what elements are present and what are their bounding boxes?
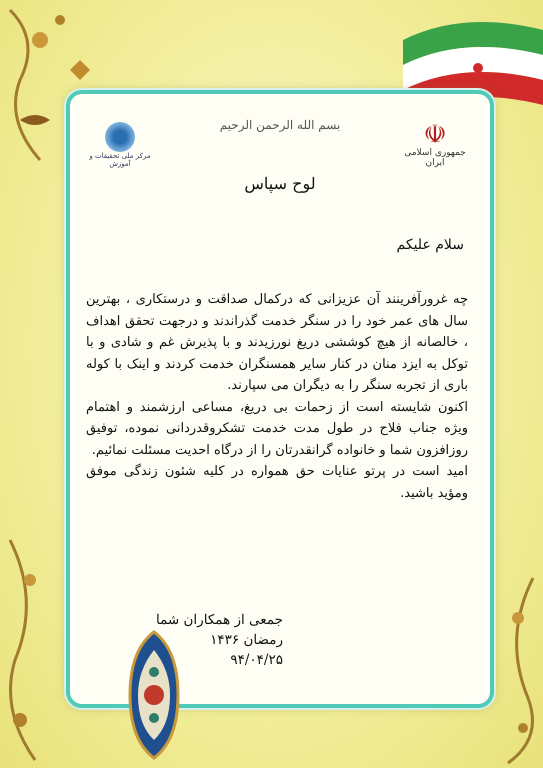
bismillah-calligraphy: بسم الله الرحمن الرحیم xyxy=(219,118,341,132)
signature-line-colleagues: جمعی از همکاران شما xyxy=(156,612,283,628)
certificate-body xyxy=(86,289,468,504)
greeting: سلام علیکم xyxy=(396,237,464,253)
iran-emblem xyxy=(400,122,470,168)
signature-line-month: رمضان ۱۴۳۶ xyxy=(210,632,283,648)
emblem-text: جمهوری اسلامی ایران xyxy=(404,148,466,168)
certificate-title: لوح سپاس xyxy=(244,174,316,193)
certificate-paper xyxy=(66,90,494,708)
signature-block xyxy=(156,610,283,670)
paragraph-thanks: اکنون شایسته است از زحمات بی دریغ، مساعی ارزشمند و اهتمام ویژه جناب فلاح در طول مدت خدمت تشکروقدردانی نموده، توفیق روزافزون شما و خانواده گرانقدرتان را از درگاه احدیت مسئلت نمائیم. xyxy=(86,399,468,458)
logo-text: مرکز ملی تحقیقات و آموزش xyxy=(89,152,151,168)
organization-logo xyxy=(80,122,160,168)
paragraph-wishes: امید است در پرتو عنایات حق همواره در کلیه شئون زندگی موفق ومؤید باشید. xyxy=(86,464,468,501)
paragraph-appreciation: چه غرورآفرینند آن عزیزانی که درکمال صداقت و درستکاری ، بهترین سال های عمر خود را در سنگر خدمت گذراندند و درجهت تحقق اهداف ، خالصانه از هیچ کوششی دریغ نورزیدند و با پذیرش غم و شادی و با توکل به ایزد منان در کنار سایر همسنگران خدمت کردند و اینک با کوله باری از تجربه سنگر را به دیگران می سپارند. xyxy=(86,292,468,393)
signature-line-date: ۹۴/۰۴/۲۵ xyxy=(230,652,283,668)
logo-mark-icon xyxy=(105,122,135,152)
certificate-header xyxy=(70,104,490,168)
iran-emblem-icon: ☫ xyxy=(423,120,447,150)
